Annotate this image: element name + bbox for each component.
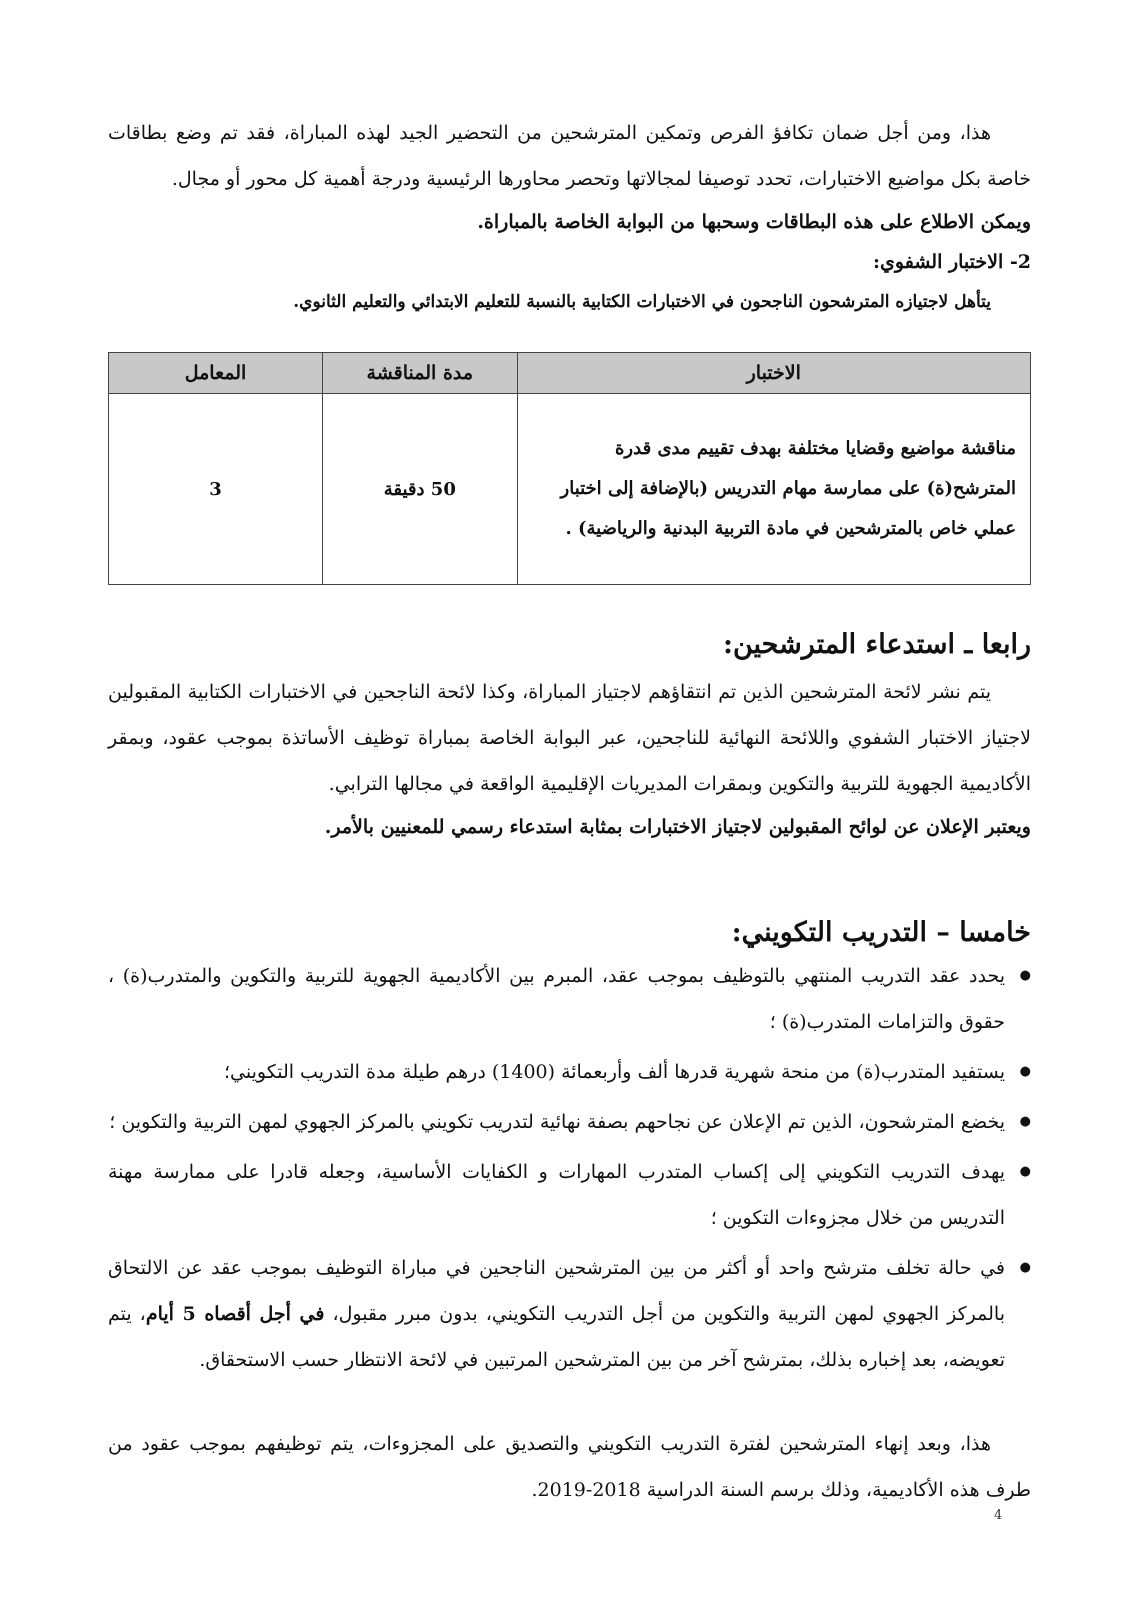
list-item-text: ، يتم تعويضه، بعد إخباره بذلك، بمترشح آخر من بين المترشحين المرتبين في لائحة الانتظار حسب الاستحقاق. bbox=[108, 1303, 1005, 1371]
table-header-row bbox=[109, 353, 1031, 394]
document-page bbox=[108, 110, 1031, 1513]
list-item-text: في حالة تخلف مترشح واحد أو أكثر من بين المترشحين الناجحين في مباراة التوظيف بموجب عقد عن الالتحاق بالمركز الجهوي لمهن التربية والتكوين من أجل التدريب التكويني، بدون مبرر مقبول، bbox=[108, 1257, 1006, 1325]
intro-paragraph: هذا، ومن أجل ضمان تكافؤ الفرص وتمكين المترشحين من التحضير الجيد لهذه المباراة، فقد تم وضع بطاقات خاصة بكل مواضيع الاختبارات، تحدد توصيفا لمجالاتها وتحصر محاورها الرئيسية ودرجة أهمية كل محور أو مجال. bbox=[108, 122, 1031, 190]
page-number: 4 bbox=[994, 1508, 1003, 1523]
closing-paragraph: هذا، وبعد إنهاء المترشحين لفترة التدريب التكويني والتصديق على المجزوءات، يتم توظيفهم بموجب عقود من طرف هذه الأكاديمية، وذلك برسم السنة الدراسية 2018-2019. bbox=[108, 1433, 1031, 1501]
header-coefficient: المعامل bbox=[109, 353, 323, 394]
cell-exam-description: مناقشة مواضيع وقضايا مختلفة بهدف تقييم مدى قدرة المترشح(ة) على ممارسة مهام التدريس (بالإضافة إلى اختبار عملي خاص بالمترشحين في مادة التربية البدنية والرياضية) . bbox=[517, 394, 1030, 585]
section-4-bold-note: ويعتبر الإعلان عن لوائح المقبولين لاجتياز الاختبارات بمثابة استدعاء رسمي للمعنيين بالأمر. bbox=[324, 816, 1031, 838]
deadline-emphasis: في أجل أقصاه 5 أيام bbox=[145, 1303, 325, 1325]
section-5-list bbox=[108, 953, 1031, 1383]
oral-exam-table bbox=[108, 352, 1031, 585]
cell-coefficient: 3 bbox=[109, 394, 323, 585]
section-4-heading: رابعا ـ استدعاء المترشحين: bbox=[723, 629, 1031, 660]
list-item: ● يحدد عقد التدريب المنتهي بالتوظيف بموجب عقد، المبرم بين الأكاديمية الجهوية للتربية والتكوين والمتدرب(ة) ، حقوق والتزامات المتدرب(ة) ؛ bbox=[108, 953, 1005, 1045]
cell-duration: 50 دقيقة bbox=[323, 394, 517, 585]
list-item bbox=[108, 1245, 1005, 1383]
oral-exam-heading: 2- الاختبار الشفوي: bbox=[873, 251, 1031, 273]
list-item: ● يخضع المترشحون، الذين تم الإعلان عن نجاحهم بصفة نهائية لتدريب تكويني بالمركز الجهوي لمهن التربية والتكوين ؛ bbox=[108, 1099, 1005, 1145]
section-4-paragraph: يتم نشر لائحة المترشحين الذين تم انتقاؤهم لاجتياز المباراة، وكذا لائحة الناجحين في الاختبارات الكتابية المقبولين لاجتياز الاختبار الشفوي واللائحة النهائية للناجحين، عبر البوابة الخاصة بمباراة توظيف الأساتذة بموجب عقود، وبمقر الأكاديمية الجهوية للتربية والتكوين وبمقرات المديريات الإقليمية الواقعة في مجالها الترابي. bbox=[108, 681, 1031, 795]
table-row bbox=[109, 394, 1031, 585]
oral-eligibility: يتأهل لاجتيازه المترشحون الناجحون في الاختبارات الكتابية بالنسبة للتعليم الابتدائي والتعليم الثانوي. bbox=[293, 292, 991, 312]
cards-note: ويمكن الاطلاع على هذه البطاقات وسحبها من البوابة الخاصة بالمباراة. bbox=[477, 211, 1031, 233]
list-item: ● يهدف التدريب التكويني إلى إكساب المتدرب المهارات و الكفايات الأساسية، وجعله قادرا على ممارسة مهنة التدريس من خلال مجزوءات التكوين ؛ bbox=[108, 1149, 1005, 1241]
section-5-heading: خامسا – التدريب التكويني: bbox=[731, 917, 1031, 948]
list-item: ● يستفيد المتدرب(ة) من منحة شهرية قدرها ألف وأربعمائة (1400) درهم طيلة مدة التدريب التكويني؛ bbox=[108, 1049, 1005, 1095]
header-exam: الاختبار bbox=[517, 353, 1030, 394]
header-duration: مدة المناقشة bbox=[323, 353, 517, 394]
